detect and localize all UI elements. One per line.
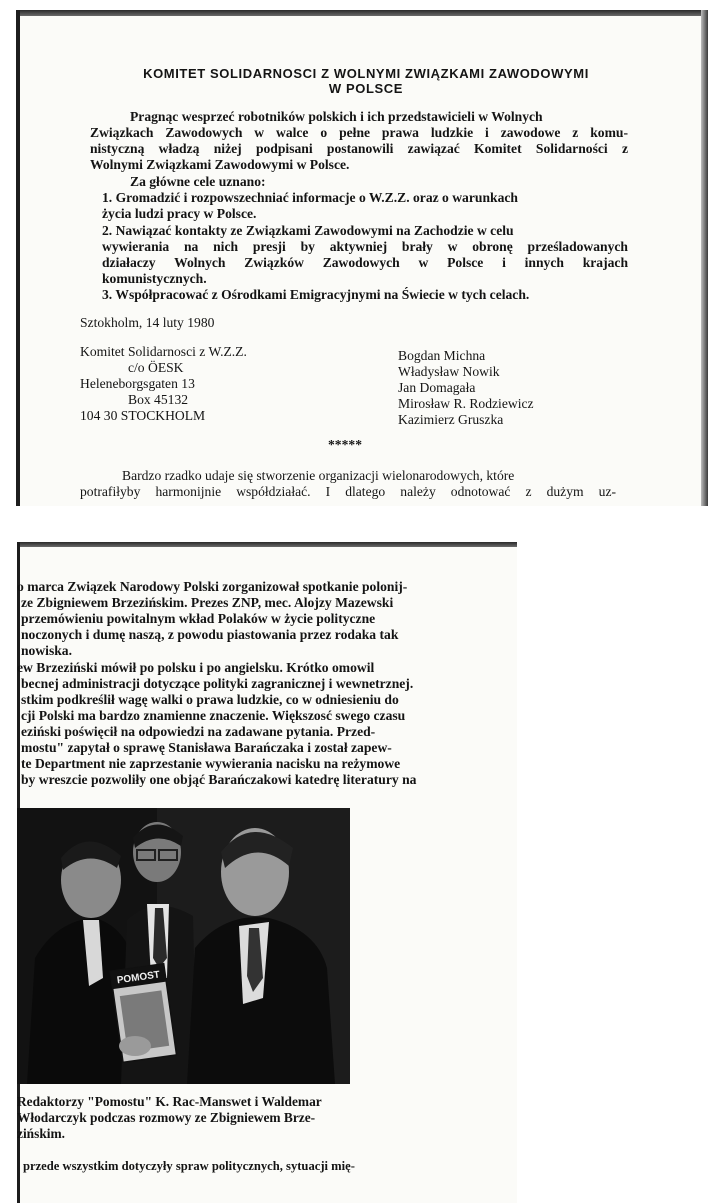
article-continuation-line: przede wszystkim dotyczyły spraw politycznych, sytuacji mię- <box>23 1159 355 1173</box>
intro-line: Wolnymi Związkami Zawodowymi w Polsce. <box>90 157 350 172</box>
goals-heading: Za główne cele uznano: <box>130 174 266 189</box>
signatory-name: Kazimierz Gruszka <box>398 412 504 427</box>
article-line: noczonych i dumę naszą, z powodu piastowania przez rodaka tak <box>21 627 399 642</box>
goal-line: komunistycznych. <box>102 271 207 286</box>
article-line: ze Zbigniewem Brzezińskim. Prezes ZNP, mec. Alojzy Mazewski <box>21 595 394 610</box>
photo-caption-line: Włodarczyk podczas rozmowy ze Zbigniewem Brze- <box>17 1110 316 1125</box>
article-line: ew Brzeziński mówił po polsku i po angielsku. Krótko omowil <box>17 660 375 675</box>
goal-line: 2. Nawiązać kontakty ze Związkami Zawodowymi na Zachodzie w celu <box>102 223 514 238</box>
committee-announcement-clipping <box>16 10 708 506</box>
article-line: te Department nie zaprzestanie wywierania nacisku na reżymowe <box>21 756 401 771</box>
paragraph-line: potrafiłyby harmonijnie współdziałać. I dlatego należy odnotować z dużym uz- <box>80 484 616 499</box>
address-line: Komitet Solidarnosci z W.Z.Z. <box>80 344 247 359</box>
signatory-name: Jan Domagała <box>398 380 476 395</box>
paragraph-line: Bardzo rzadko udaje się stworzenie organizacji wielonarodowych, które <box>122 468 515 483</box>
goal-line: życia ludzi pracy w Polsce. <box>102 206 257 221</box>
announcement-title-line1: KOMITET SOLIDARNOSCI Z WOLNYMI ZWIĄZKAMI ZAWODOWYMI <box>143 66 589 81</box>
intro-line: Związkach Zawodowych w walce o pełne prawa ludzkie i zawodowe z komu- <box>90 125 628 140</box>
meeting-photograph <box>17 808 350 1084</box>
magazine-title: POMOST <box>116 969 161 987</box>
goal-line: 3. Współpracować z Ośrodkami Emigracyjnymi na Świecie w tych celach. <box>102 287 530 302</box>
address-line: 104 30 STOCKHOLM <box>80 408 206 423</box>
address-line: Box 45132 <box>128 392 189 407</box>
photo-drawing <box>17 808 350 1084</box>
address-line: c/o ÖESK <box>128 360 184 375</box>
goal-line: 1. Gromadzić i rozpowszechniać informacje o W.Z.Z. oraz o warunkach <box>102 190 518 205</box>
article-line: mostu" zapytał o sprawę Stanisława Barańczaka i został zapew- <box>21 740 392 755</box>
intro-line: Pragnąc wesprzeć robotników polskich i ich przedstawicieli w Wolnych <box>130 109 543 124</box>
goal-line: działaczy Wolnych Związków Zawodowych w Polsce i innych krajach <box>102 255 628 270</box>
announcement-title-line2: W POLSCE <box>328 81 404 96</box>
article-line: stkim podkreślił wagę walki o prawa ludzkie, co w odniesieniu do <box>21 692 399 707</box>
scan-edge-top <box>16 10 708 16</box>
scan-edge-left <box>16 10 20 506</box>
scan-edge-right <box>701 10 708 506</box>
article-line: nowiska. <box>21 643 72 658</box>
photo-caption-line: zińskim. <box>17 1126 65 1141</box>
address-line: Heleneborgsgaten 13 <box>80 376 195 391</box>
section-separator: ***** <box>328 437 362 452</box>
place-date: Sztokholm, 14 luty 1980 <box>80 315 215 330</box>
intro-line: nistyczną władzą niżej podpisani postanowili zawiązać Komitet Solidarności z <box>90 141 628 156</box>
article-line: o marca Związek Narodowy Polski zorganizował spotkanie polonij- <box>17 579 408 594</box>
article-line: becnej administracji dotyczące polityki zagranicznej i wewnetrznej. <box>21 676 414 691</box>
signatory-name: Bogdan Michna <box>398 348 486 363</box>
article-line: by wreszcie pozwoliły one objąć Barańczakowi katedrę literatury na <box>21 772 417 787</box>
photo-caption-line: Redaktorzy "Pomostu" K. Rac-Manswet i Waldemar <box>17 1094 322 1109</box>
signatory-name: Władysław Nowik <box>398 364 500 379</box>
article-line: eziński poświęcił na odpowiedzi na zadawane pytania. Przed- <box>21 724 376 739</box>
goal-line: wywierania na nich presji by aktywniej brały w obronę prześladowanych <box>102 239 628 254</box>
signatory-name: Mirosław R. Rodziewicz <box>398 396 534 411</box>
article-line: przemówieniu powitalnym wkład Polaków w życie polityczne <box>21 611 376 626</box>
scan-edge-top <box>17 542 517 547</box>
newspaper-clipping <box>17 542 517 1203</box>
article-line: cji Polski ma bardzo znamienne znaczenie. Większosć swego czasu <box>21 708 406 723</box>
